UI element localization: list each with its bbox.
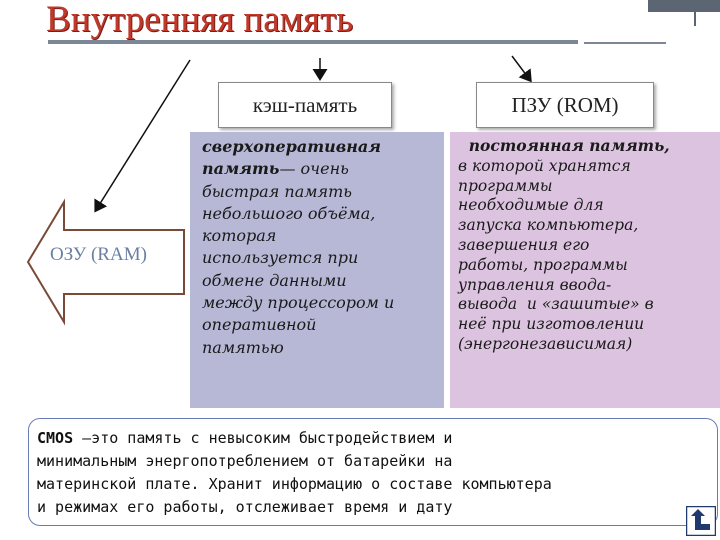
rom-desc-text: (энергонезависимая) [458,334,633,353]
cmos-line [37,496,717,519]
return-arrow-icon[interactable] [686,506,716,536]
arrow-to-rom [512,56,530,80]
cmos-line [37,450,717,473]
cache-desc-text: — очень [279,159,349,179]
arrow-to-ram [96,60,190,210]
rom-desc-line [458,177,720,197]
cmos-text: –это память с невысоким быстродействием и [73,429,453,447]
cache-desc-text: оперативной [202,315,317,335]
rom-desc-text: работы, программы [458,255,628,274]
cache-desc-line [202,203,444,225]
rom-desc-line [458,196,720,216]
rom-desc-text: неё при изготовлении [458,315,645,334]
rom-desc-line [458,136,720,157]
cache-desc-line [202,314,444,336]
cache-desc-text: быстрая память [202,181,352,201]
cache-desc-text: небольшого объёма, [202,203,376,223]
cache-desc-line [202,270,444,292]
rom-desc-text: программы [458,176,553,195]
cache-desc-text: обмене данными [202,270,347,290]
cache-desc-line [202,292,444,314]
rom-desc-line [458,335,720,355]
cache-desc-text: между процессором и [202,293,395,313]
cache-desc-bold-text: память [202,159,280,179]
cache-desc-line [202,158,444,180]
cache-desc-text: используется при [202,248,359,268]
cmos-text: и режимах его работы, отслеживает время и дату [37,498,453,516]
cmos-text: минимальным энергопотреблением от батарейки на [37,452,453,470]
cache-label-box: кэш-память [218,82,392,128]
cmos-line [37,473,717,496]
rom-desc-bold-text: постоянная память, [458,136,670,155]
rom-desc-text: необходимые для [458,196,604,215]
slide-title: Внутренняя память [46,0,354,40]
rom-desc-line [458,256,720,276]
cache-description [190,132,444,408]
rom-desc-line [458,157,720,177]
cmos-keyword: CMOS [37,429,74,447]
rom-desc-text: завершения его [458,235,590,254]
cache-desc-line [202,136,444,158]
cache-desc-line [202,181,444,203]
rom-desc-text: вывода и «зашитые» в [458,295,654,314]
rom-desc-text: управления ввода- [458,275,612,294]
rom-desc-text: запуска компьютера, [458,216,639,235]
cache-desc-line [202,247,444,269]
ram-label: ОЗУ (RAM) [50,244,147,265]
rom-desc-line [458,236,720,256]
cache-desc-bold-text: сверхоперативная [202,137,382,156]
rom-desc-line [458,315,720,335]
rom-desc-line [458,276,720,296]
rom-desc-line [458,295,720,315]
cache-desc-text: памятью [202,337,284,357]
rom-desc-text: в которой хранятся [458,156,631,175]
cmos-text: материнской плате. Хранит информацию о составе компьютера [37,475,552,493]
cache-desc-line [202,225,444,247]
rom-description [450,132,720,408]
cmos-line [37,427,717,450]
rom-desc-line [458,216,720,236]
cache-desc-text: которая [202,226,277,246]
rom-label-box: ПЗУ (ROM) [476,82,654,128]
cache-desc-line [202,337,444,359]
cmos-description [28,418,718,526]
